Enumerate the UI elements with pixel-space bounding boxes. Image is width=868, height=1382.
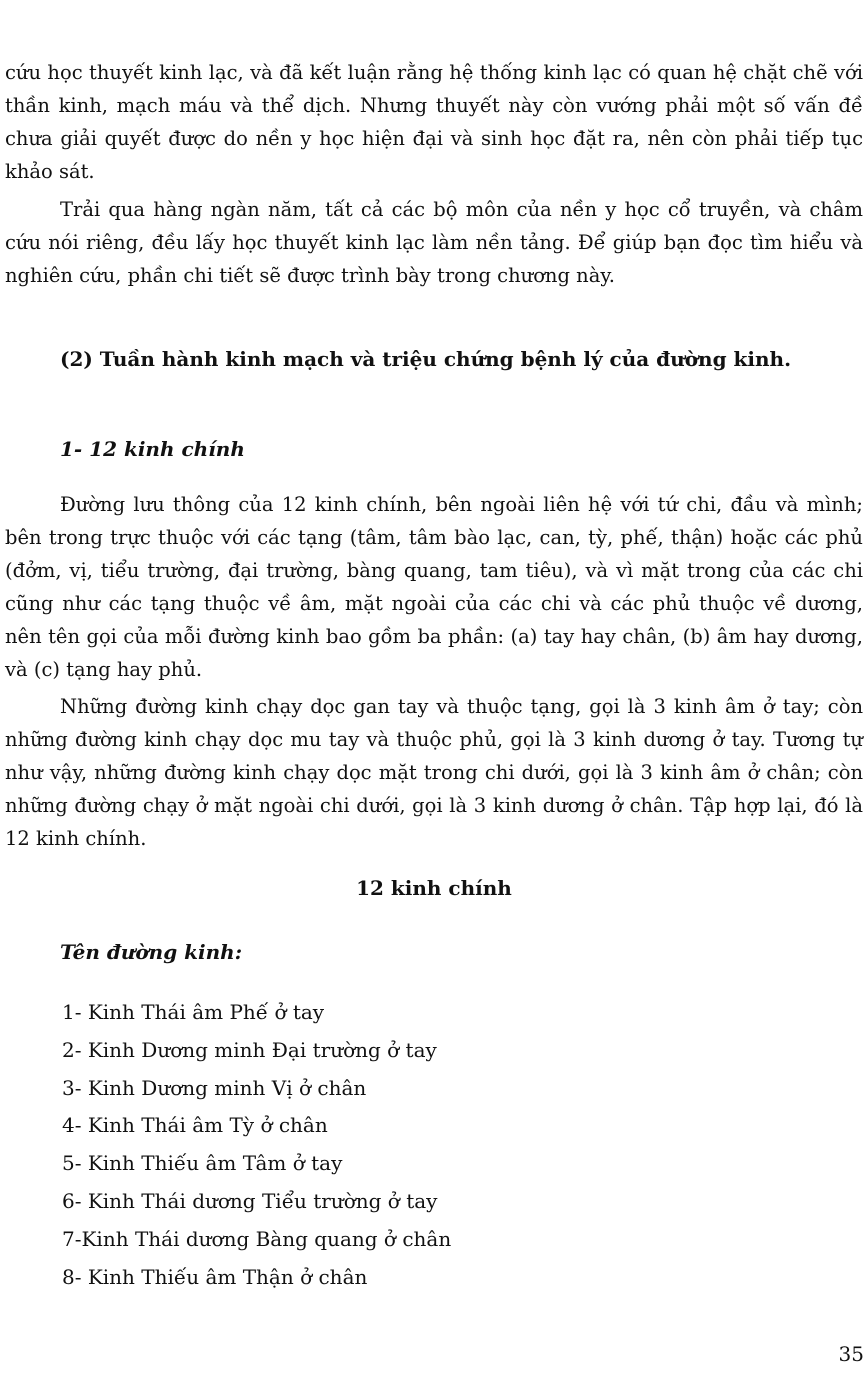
table-title: 12 kinh chính <box>356 876 512 900</box>
list-item: 5- Kinh Thiếu âm Tâm ở tay <box>62 1151 343 1176</box>
list-item: 6- Kinh Thái dương Tiểu trường ở tay <box>62 1188 438 1213</box>
list-label: Tên đường kinh: <box>60 940 243 964</box>
list-item: 2- Kinh Dương minh Đại trường ở tay <box>62 1037 437 1062</box>
paragraph-3: Đường lưu thông của 12 kinh chính, bên ngoài liên hệ với tứ chi, đầu và mình; bên trong trực thuộc với các tạng (tâm, tâm bào lạc, can, tỳ, phế, thận) hoặc các phủ (đởm, vị, tiểu trường, đại trường, bàng quang, tam tiêu), và vì mặt trong của các chi cũng như các tạng thuộc về âm, mặt ngoài của các chi và các phủ thuộc về dương, nên tên gọi của mỗi đường kinh bao gồm ba phần: (a) tay hay chân, (b) âm hay dương, và (c) tạng hay phủ. <box>5 493 863 681</box>
meridian-list <box>62 994 451 1296</box>
section-heading: (2) Tuần hành kinh mạch và triệu chứng bệnh lý của đường kinh. <box>60 347 792 371</box>
paragraph-2: Trải qua hàng ngàn năm, tất cả các bộ môn của nền y học cổ truyền, và châm cứu nói riêng, đều lấy học thuyết kinh lạc làm nền tảng. Để giúp bạn đọc tìm hiểu và nghiên cứu, phần chi tiết sẽ được trình bày trong chương này. <box>5 198 863 287</box>
page-number: 35 <box>838 1342 864 1366</box>
list-item: 7-Kinh Thái dương Bàng quang ở chân <box>62 1226 452 1251</box>
list-item: 8- Kinh Thiếu âm Thận ở chân <box>62 1264 368 1289</box>
subsection-heading: 1- 12 kinh chính <box>60 437 245 461</box>
paragraph-4: Những đường kinh chạy dọc gan tay và thuộc tạng, gọi là 3 kinh âm ở tay; còn những đường kinh chạy dọc mu tay và thuộc phủ, gọi là 3 kinh dương ở tay. Tương tự như vậy, những đường kinh chạy dọc mặt trong chi dưới, gọi là 3 kinh âm ở chân; còn những đường chạy ở mặt ngoài chi dưới, gọi là 3 kinh dương ở chân. Tập hợp lại, đó là 12 kinh chính. <box>5 695 863 850</box>
list-item: 4- Kinh Thái âm Tỳ ở chân <box>62 1113 328 1138</box>
list-item: 3- Kinh Dương minh Vị ở chân <box>62 1075 367 1100</box>
list-item: 1- Kinh Thái âm Phế ở tay <box>62 1000 325 1024</box>
paragraph-1: cứu học thuyết kinh lạc, và đã kết luận rằng hệ thống kinh lạc có quan hệ chặt chẽ với thần kinh, mạch máu và thể dịch. Nhưng thuyết này còn vướng phải một số vấn đề chưa giải quyết được do nền y học hiện đại và sinh học đặt ra, nên còn phải tiếp tục khảo sát. <box>5 61 863 183</box>
